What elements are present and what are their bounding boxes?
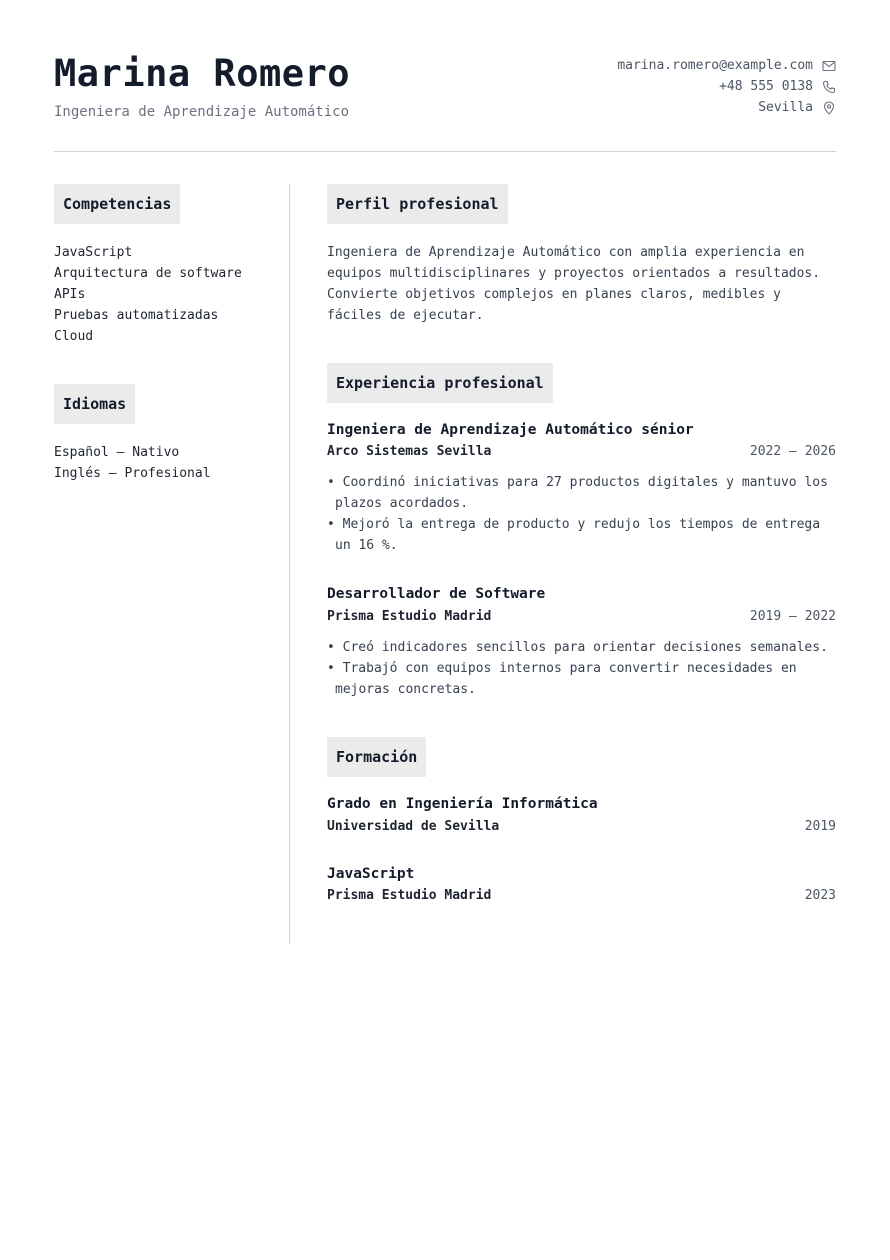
- education-title: JavaScript: [327, 866, 415, 882]
- contact-location: [617, 97, 836, 118]
- email-text[interactable]: marina.romero@example.com: [617, 58, 813, 73]
- education-title: Grado en Ingeniería Informática: [327, 796, 598, 812]
- education-institution: Prisma Estudio Madrid: [327, 888, 492, 903]
- contact-phone[interactable]: [617, 76, 836, 97]
- skill-item: Arquitectura de software: [54, 266, 242, 281]
- bullet-line: • Trabajó con equipos internos para convertir necesidades en: [327, 661, 797, 676]
- experience-heading: Experiencia profesional: [327, 363, 553, 403]
- skills-list: [54, 242, 242, 347]
- education-heading: Formación: [327, 737, 426, 777]
- skill-item: Pruebas automatizadas: [54, 308, 219, 323]
- languages-list: [54, 442, 211, 484]
- language-item: Español — Nativo: [54, 445, 180, 460]
- language-item: Inglés — Profesional: [54, 466, 211, 481]
- profile-line: Convierte objetivos complejos en planes claros, medibles y: [327, 287, 781, 302]
- education-institution: Universidad de Sevilla: [327, 819, 500, 834]
- experience-title: Desarrollador de Software: [327, 586, 546, 602]
- skill-item: APIs: [54, 287, 86, 302]
- languages-heading: Idiomas: [54, 384, 135, 424]
- profile-summary: [327, 242, 837, 326]
- candidate-name: Marina Romero: [54, 52, 351, 95]
- phone-text[interactable]: +48 555 0138: [719, 79, 813, 94]
- column-divider: [289, 184, 290, 944]
- profile-line: Ingeniera de Aprendizaje Automático con amplia experiencia en: [327, 245, 805, 260]
- bullet-line: mejoras concretas.: [335, 682, 476, 697]
- contact-email[interactable]: [617, 55, 836, 76]
- skill-item: JavaScript: [54, 245, 133, 260]
- profile-heading: Perfil profesional: [327, 184, 508, 224]
- experience-title: Ingeniera de Aprendizaje Automático sénior: [327, 422, 694, 438]
- profile-line: equipos multidisciplinares y proyectos orientados a resultados.: [327, 266, 821, 281]
- map-pin-icon: [822, 101, 836, 115]
- experience-dates: 2019 — 2022: [749, 609, 836, 624]
- bullet-line: • Mejoró la entrega de producto y redujo los tiempos de entrega: [327, 517, 821, 532]
- experience-bullets: [327, 637, 828, 700]
- bullet-line: • Coordinó iniciativas para 27 productos digitales y mantuvo los: [327, 475, 828, 490]
- experience-bullets: [327, 472, 828, 556]
- bullet-line: plazos acordados.: [335, 496, 469, 511]
- education-year: 2019: [804, 819, 836, 834]
- bullet-line: un 16 %.: [335, 538, 398, 553]
- envelope-icon: [822, 59, 836, 73]
- profile-line: fáciles de ejecutar.: [327, 308, 484, 323]
- contact-block: [617, 55, 836, 118]
- phone-icon: [822, 80, 836, 94]
- experience-dates: 2022 — 2026: [749, 444, 836, 459]
- candidate-title: Ingeniera de Aprendizaje Automático: [54, 104, 350, 120]
- education-year: 2023: [804, 888, 836, 903]
- skill-item: Cloud: [54, 329, 94, 344]
- experience-company: Prisma Estudio Madrid: [327, 609, 492, 624]
- bullet-line: • Creó indicadores sencillos para orientar decisiones semanales.: [327, 640, 828, 655]
- location-text: Sevilla: [758, 100, 813, 115]
- experience-company: Arco Sistemas Sevilla: [327, 444, 492, 459]
- header-divider: [54, 151, 836, 152]
- skills-heading: Competencias: [54, 184, 180, 224]
